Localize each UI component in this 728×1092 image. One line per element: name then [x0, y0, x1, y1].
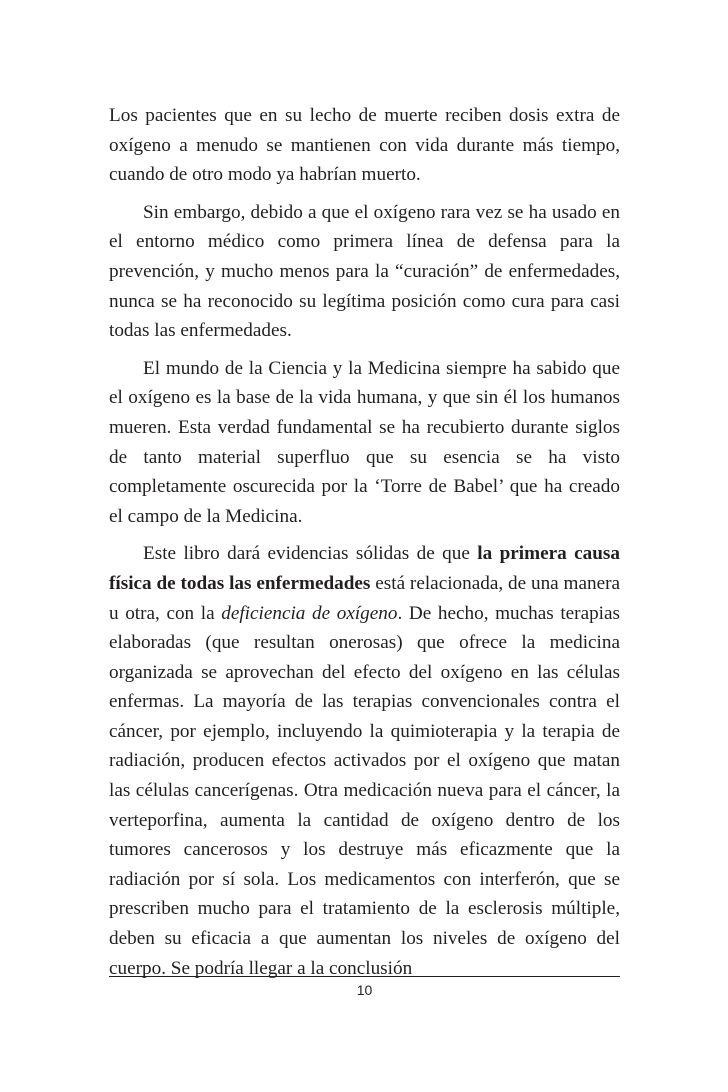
- paragraph-4: [109, 539, 620, 983]
- paragraph-3: El mundo de la Ciencia y la Medicina siempre ha sabido que el oxígeno es la base de la vida humana, y que sin él los humanos mueren. Esta verdad fundamental se ha recubierto durante siglos de tanto material superfluo que su esencia se ha visto completamente oscurecida por la ‘Torre de Babel’ que ha creado el campo de la Medicina.: [109, 357, 620, 527]
- paragraph-4-middle: está relacionada, de una manera u otra, con la: [109, 572, 620, 624]
- paragraph-1: Los pacientes que en su lecho de muerte reciben dosis extra de oxígeno a menudo se mantienen con vida durante más tiempo, cuando de otro modo ya habrían muerto.: [109, 105, 620, 186]
- page-number: 10: [356, 982, 373, 998]
- paragraph-2: Sin embargo, debido a que el oxígeno rara vez se ha usado en el entorno médico como primera línea de defensa para la prevención, y mucho menos para la “curación” de enfermedades, nunca se ha reconocido su legítima posición como cura para casi todas las enfermedades.: [109, 201, 620, 342]
- paragraph-4-rest: . De hecho, muchas terapias elaboradas (que resultan onerosas) que ofrece la medicina organizada se aprovechan del efecto del oxígeno en las células enfermas. La mayoría de las terapias convencionales contra el cáncer, por ejemplo, incluyendo la quimioterapia y la terapia de radiación, producen efectos activados por el oxígeno que matan las células cancerígenas. Otra medicación nueva para el cáncer, la verteporfina, aumenta la cantidad de oxígeno dentro de los tumores cancerosos y los destruye más eficazmente que la radiación por sí sola. Los medicamentos con interferón, que se prescriben mucho para el tratamiento de la esclerosis múltiple, deben su eficacia a que aumentan los niveles de oxígeno del cuerpo. Se podría llegar a la conclusión: [109, 602, 620, 979]
- body-text: [109, 101, 620, 983]
- paragraph-4-bold-phrase: la primera causa física de todas las enfermedades: [109, 543, 620, 594]
- paragraph-4-italic-phrase: deficiencia de oxígeno: [221, 602, 398, 624]
- footer-divider: [109, 976, 620, 977]
- paragraph-4-intro: Este libro dará evidencias sólidas de que: [143, 543, 478, 565]
